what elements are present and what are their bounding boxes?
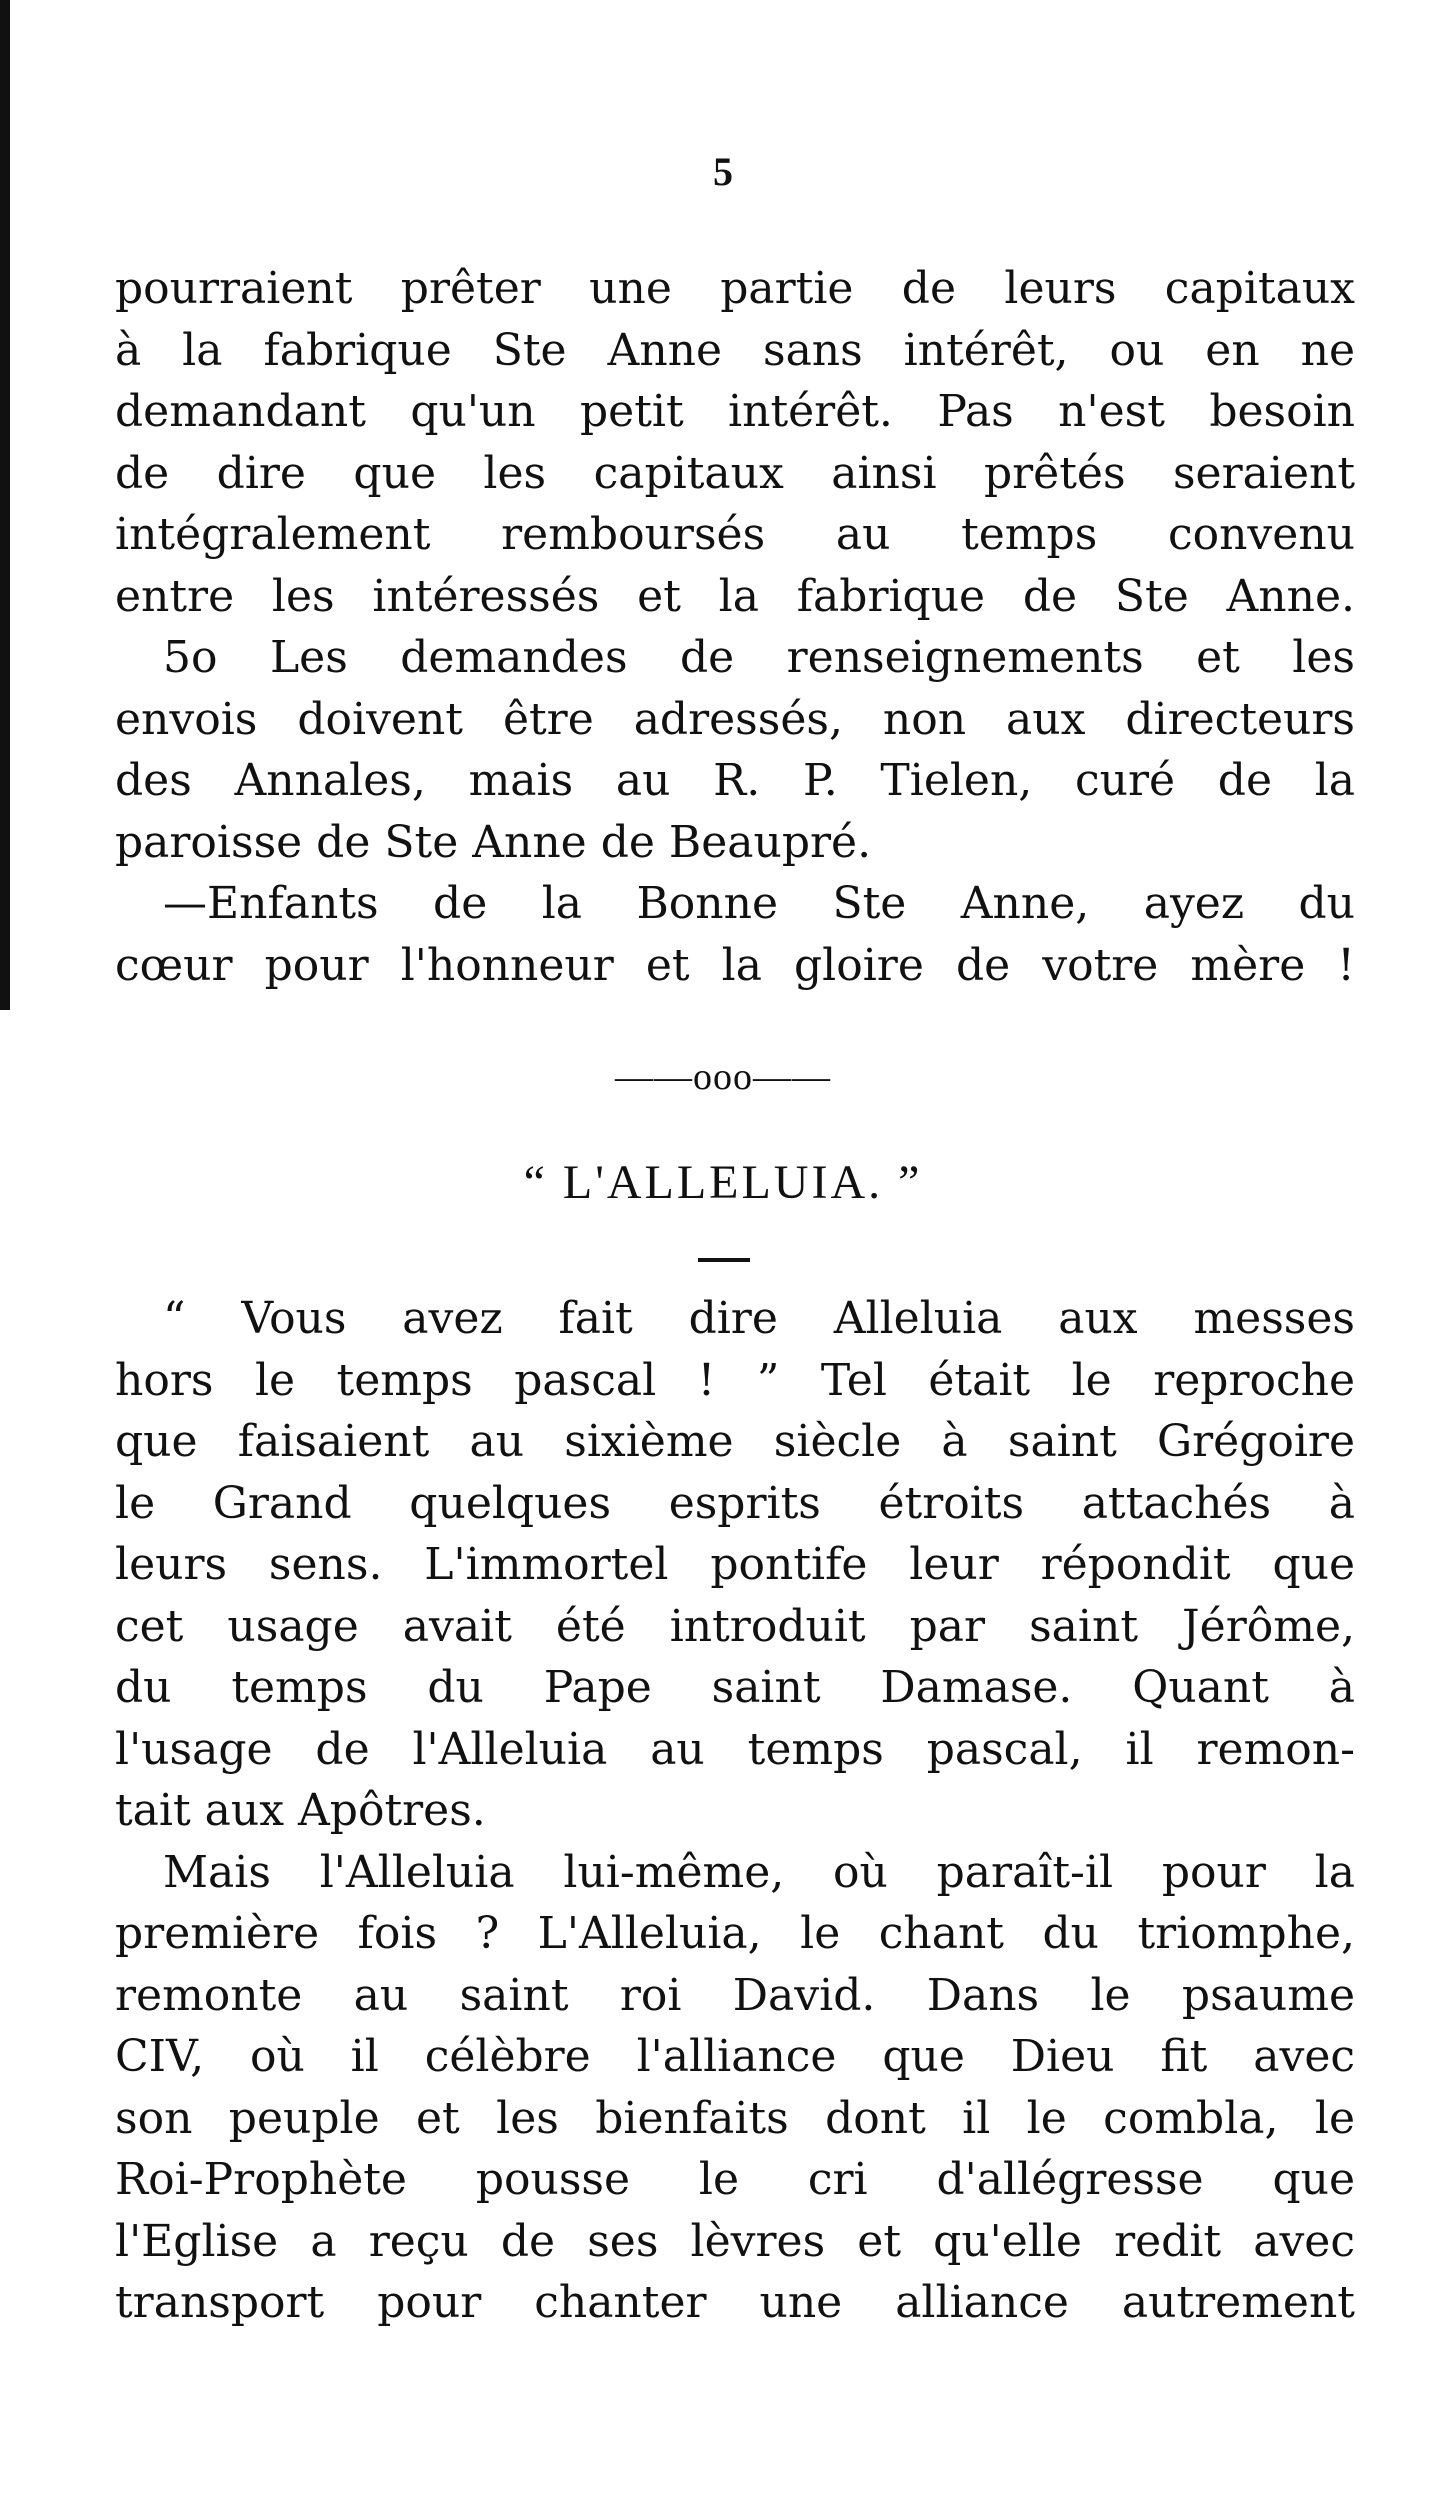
- text-line: 5o Les demandes de renseignements et les: [163, 632, 1355, 683]
- text-line: hors le temps pascal ! ” Tel était le reproche: [115, 1354, 1355, 1406]
- text-line: —Enfants de la Bonne Ste Anne, ayez du: [163, 878, 1355, 929]
- text-line: Roi-Prophète pousse le cri d'allégresse que: [115, 2154, 1355, 2205]
- text-line: cœur pour l'honneur et la gloire de votre mère !: [115, 939, 1355, 991]
- text-line: à la fabrique Ste Anne sans intérêt, ou en ne: [115, 324, 1355, 376]
- article-title: “ L'ALLELUIA. ”: [523, 1156, 923, 1209]
- text-line: de dire que les capitaux ainsi prêtés seraient: [115, 447, 1355, 499]
- text-line: remonte au saint roi David. Dans le psaume: [115, 1969, 1355, 2021]
- text-line: “ Vous avez fait dire Alleluia aux messes: [163, 1293, 1355, 1344]
- text-line: transport pour chanter une alliance autrement: [115, 2277, 1355, 2328]
- text-line: le Grand quelques esprits étroits attachés à: [115, 1477, 1355, 1529]
- text-line: pourraient prêter une partie de leurs capitaux: [115, 263, 1355, 314]
- text-line: du temps du Pape saint Damase. Quant à: [115, 1662, 1355, 1713]
- text-line: son peuple et les bienfaits dont il le combla, le: [115, 2092, 1355, 2144]
- page-number: 5: [713, 149, 733, 194]
- text-line: paroisse de Ste Anne de Beaupré.: [115, 816, 872, 868]
- text-line: CIV, où il célèbre l'alliance que Dieu fit avec: [115, 2031, 1355, 2082]
- title-underline: [698, 1258, 750, 1262]
- text-line: l'usage de l'Alleluia au temps pascal, il remon-: [115, 1723, 1355, 1775]
- section-separator: ——ooo——: [615, 1056, 831, 1098]
- text-line: tait aux Apôtres.: [115, 1785, 486, 1836]
- text-line: leurs sens. L'immortel pontife leur répondit que: [115, 1539, 1355, 1590]
- text-line: Mais l'Alleluia lui-même, où paraît-il pour la: [163, 1846, 1355, 1898]
- text-line: entre les intéressés et la fabrique de Ste Anne.: [115, 570, 1355, 622]
- text-line: cet usage avait été introduit par saint Jérôme,: [115, 1600, 1355, 1652]
- text-section-one: [115, 258, 1355, 996]
- text-line: intégralement remboursés au temps convenu: [115, 509, 1355, 560]
- text-line: que faisaient au sixième siècle à saint Grégoire: [115, 1416, 1355, 1467]
- text-line: envois doivent être adressés, non aux directeurs: [115, 693, 1355, 745]
- text-line: demandant qu'un petit intérêt. Pas n'est besoin: [115, 386, 1355, 437]
- text-section-two: [115, 1288, 1355, 2334]
- text-line: l'Eglise a reçu de ses lèvres et qu'elle redit avec: [115, 2215, 1355, 2267]
- text-line: première fois ? L'Alleluia, le chant du triomphe,: [115, 1908, 1355, 1959]
- text-line: des Annales, mais au R. P. Tielen, curé de la: [115, 755, 1355, 806]
